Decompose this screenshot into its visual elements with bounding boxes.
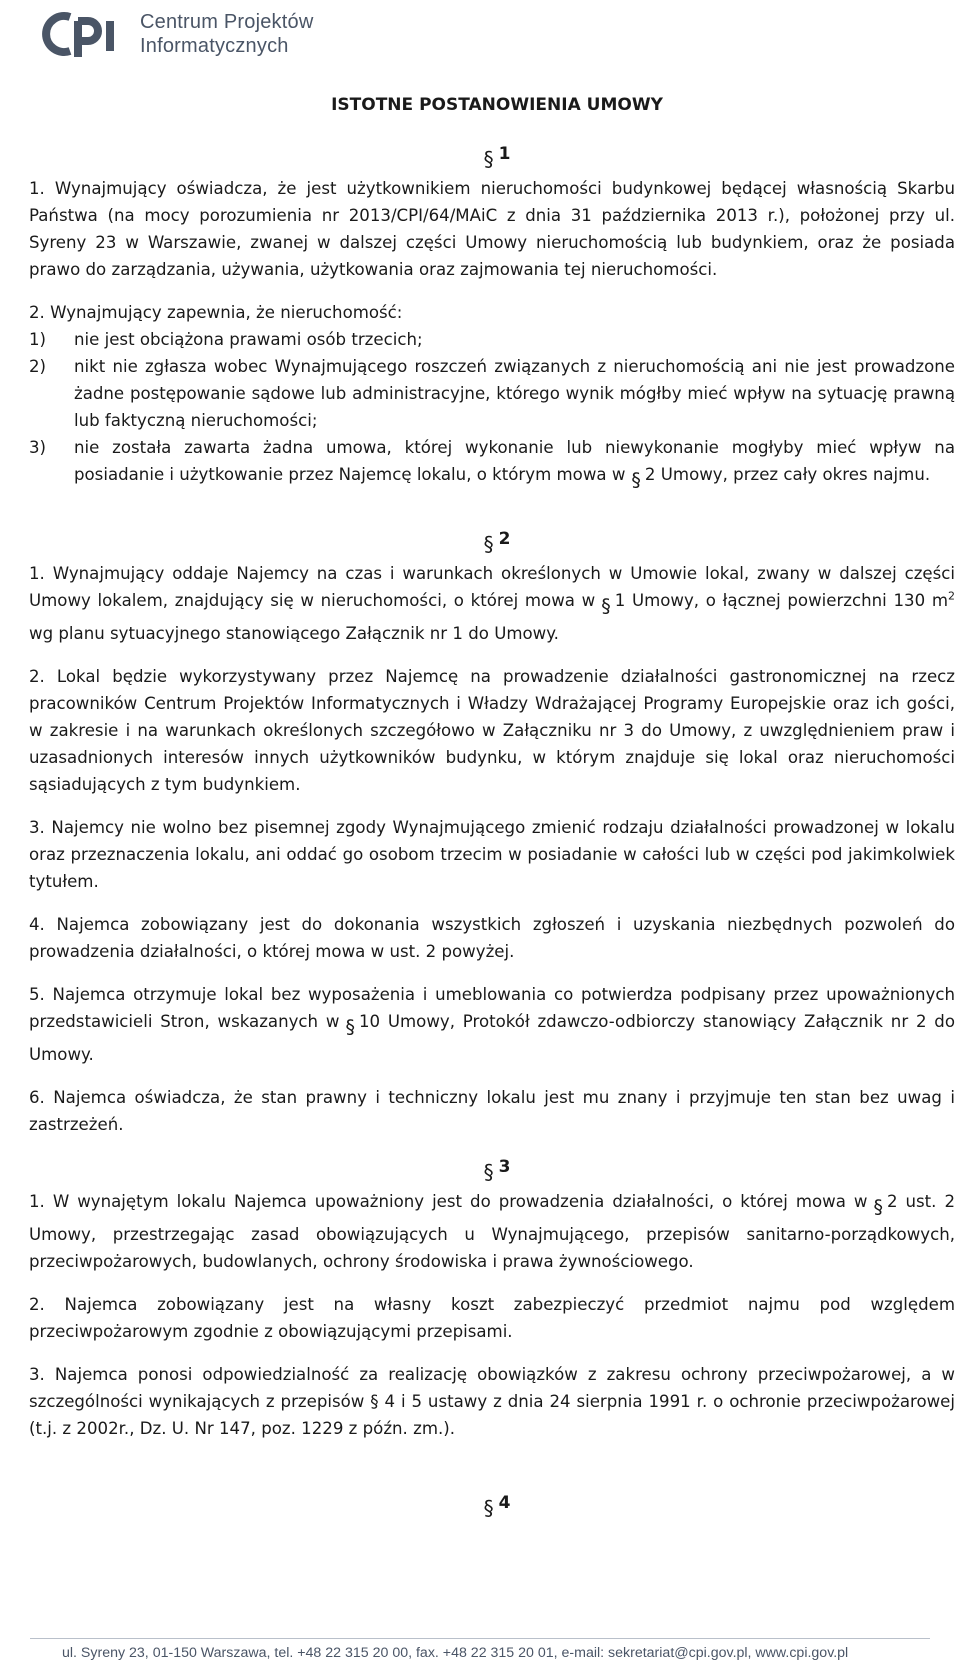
paragraph [29,1188,955,1275]
numbered-list [29,326,955,494]
text-run: 1. W wynajętym lokalu Najemca upoważniony jest do prowadzenia działalności, o której mowa w [29,1192,868,1211]
superscript: 2 [947,589,955,603]
paragraph [29,981,955,1068]
section-number: 1 [498,144,511,164]
section-heading-3 [29,1154,955,1186]
footer-contact: ul. Syreny 23, 01-150 Warszawa, tel. +48 22 315 20 00, fax. +48 22 315 20 01, e-mail: sekretariat@cpi.gov.pl, www.cpi.gov.pl [62,1645,849,1661]
list-item-number: 2) [29,357,47,376]
section-number: 3 [498,1157,511,1177]
footer-divider [30,1638,930,1639]
paragraph: 6. Najemca oświadcza, że stan prawny i techniczny lokalu jest mu znany i przyjmuje ten stan bez uwag i zastrzeżeń. [29,1088,955,1134]
paragraph: 3. Najemca ponosi odpowiedzialność za realizację obowiązków z zakresu ochrony przeciwpożarowej, a w szczególności wynikających z przepisów § 4 i 5 ustawy z dnia 24 sierpnia 1991 r. o ochronie przeciwpożarowej (t.j. z 2002r., Dz. U. Nr 147, poz. 1229 z późn. zm.). [29,1365,955,1438]
section-symbol: § [601,595,611,617]
section-number: 4 [498,1493,511,1513]
section-symbol: § [483,532,494,556]
document-body [29,92,955,1524]
section-symbol: § [483,147,494,171]
list-item-number: 3) [29,438,47,457]
section-symbol: § [631,469,641,491]
section-heading-1 [29,141,955,173]
paragraph: 4. Najemca zobowiązany jest do dokonania wszystkich zgłoszeń i uzyskania niezbędnych pozwoleń do prowadzenia działalności, o której mowa w ust. 2 powyżej. [29,915,955,961]
paragraph-lead: 2. Wynajmujący zapewnia, że nieruchomość: [29,303,403,322]
section-number: 2 [498,529,511,549]
paragraph [29,560,955,647]
section-symbol: § [483,1160,494,1184]
text-run: 1 Umowy, o łącznej powierzchni 130 m [614,591,948,610]
paragraph: 1. Wynajmujący oświadcza, że jest użytkownikiem nieruchomości budynkowej będącej własnością Skarbu Państwa (na mocy porozumienia nr 2013/CPI/64/MAiC z dnia 31 października 2013 r.), położonej przy ul. Syreny 23 w Warszawie, zwanej w dalszej części Umowy nieruchomością lub budynkiem, oraz że posiada prawo do zarządzania, używania, użytkowania oraz zajmowania tej nieruchomości. [29,179,955,279]
list-item-text [74,434,955,494]
text-run: 10 Umowy, Protokół zdawczo-odbiorczy stanowiący Załącznik nr 2 do Umowy. [29,1012,955,1064]
text-run: 5. Najemca otrzymuje lokal bez wyposażenia i umeblowania co potwierdza podpisany przez upoważnionych przedstawicieli Stron, wskazanych w [29,985,955,1031]
section-heading-2 [29,526,955,558]
paragraph: 2. Najemca zobowiązany jest na własny koszt zabezpieczyć przedmiot najmu pod względem przeciwpożarowym zgodnie z obowiązującymi przepisami. [29,1295,955,1341]
text-run: 2 Umowy, przez cały okres najmu. [644,465,931,484]
list-item [29,353,955,434]
section-symbol: § [345,1016,355,1038]
section-symbol: § [873,1196,883,1218]
logo-line-1: Centrum Projektów [140,11,314,33]
paragraph: 2. Lokal będzie wykorzystywany przez Najemcę na prowadzenie działalności gastronomicznej na rzecz pracowników Centrum Projektów Informatycznych i Władzy Wdrażającej Programy Europejskie oraz ich gości, w zakresie i na warunkach określonych szczegółowo w Załączniku nr 3 do Umowy, z uwzględnieniem praw i uzasadnionych interesów innych użytkowników budynku, w którym znajduje się lokal oraz nieruchomości sąsiadujących z tym budynkiem. [29,667,955,794]
document-title: ISTOTNE POSTANOWIENIA UMOWY [331,95,663,115]
list-item-number: 1) [29,330,47,349]
list-item-text: nie jest obciążona prawami osób trzecich; [74,330,423,349]
cpi-logo [30,10,313,58]
logo-wordmark [140,10,313,58]
text-run: 2 ust. 2 Umowy, przestrzegając zasad obowiązujących u Wynajmującego, przepisów sanitarno-porządkowych, przeciwpożarowych, budowlanych, ochrony środowiska i prawa żywnościowego. [29,1192,956,1271]
cpi-logo-mark [30,11,130,57]
list-item [29,326,955,353]
list-item-text: nikt nie zgłasza wobec Wynajmującego roszczeń związanych z nieruchomością ani nie jest prowadzone żadne postępowanie sądowe lub administracyjne, którego wynik mógłby mieć wpływ na sytuację prawną lub faktyczną nieruchomości; [74,357,955,430]
paragraph: 3. Najemcy nie wolno bez pisemnej zgody Wynajmującego zmienić rodzaju działalności prowadzonej w lokalu oraz przeznaczenia lokalu, ani oddać go osobom trzecim w posiadanie w całości lub w części pod jakimkolwiek tytułem. [29,818,955,891]
text-run: 1. Wynajmujący oddaje Najemcy na czas i warunkach określonych w Umowie lokal, zwany w dalszej części Umowy lokalem, znajdujący się w nieruchomości, o której mowa w [29,564,955,610]
text-run: nie została zawarta żadna umowa, której wykonanie lub niewykonanie mogłyby mieć wpływ na posiadanie i użytkowanie przez Najemcę lokalu, o którym mowa w [74,438,955,484]
section-symbol: § [483,1496,494,1520]
list-item [29,434,955,494]
text-run: wg planu sytuacyjnego stanowiącego Załącznik nr 1 do Umowy. [29,624,559,643]
section-heading-4 [29,1490,955,1522]
logo-line-2: Informatycznych [140,35,289,57]
